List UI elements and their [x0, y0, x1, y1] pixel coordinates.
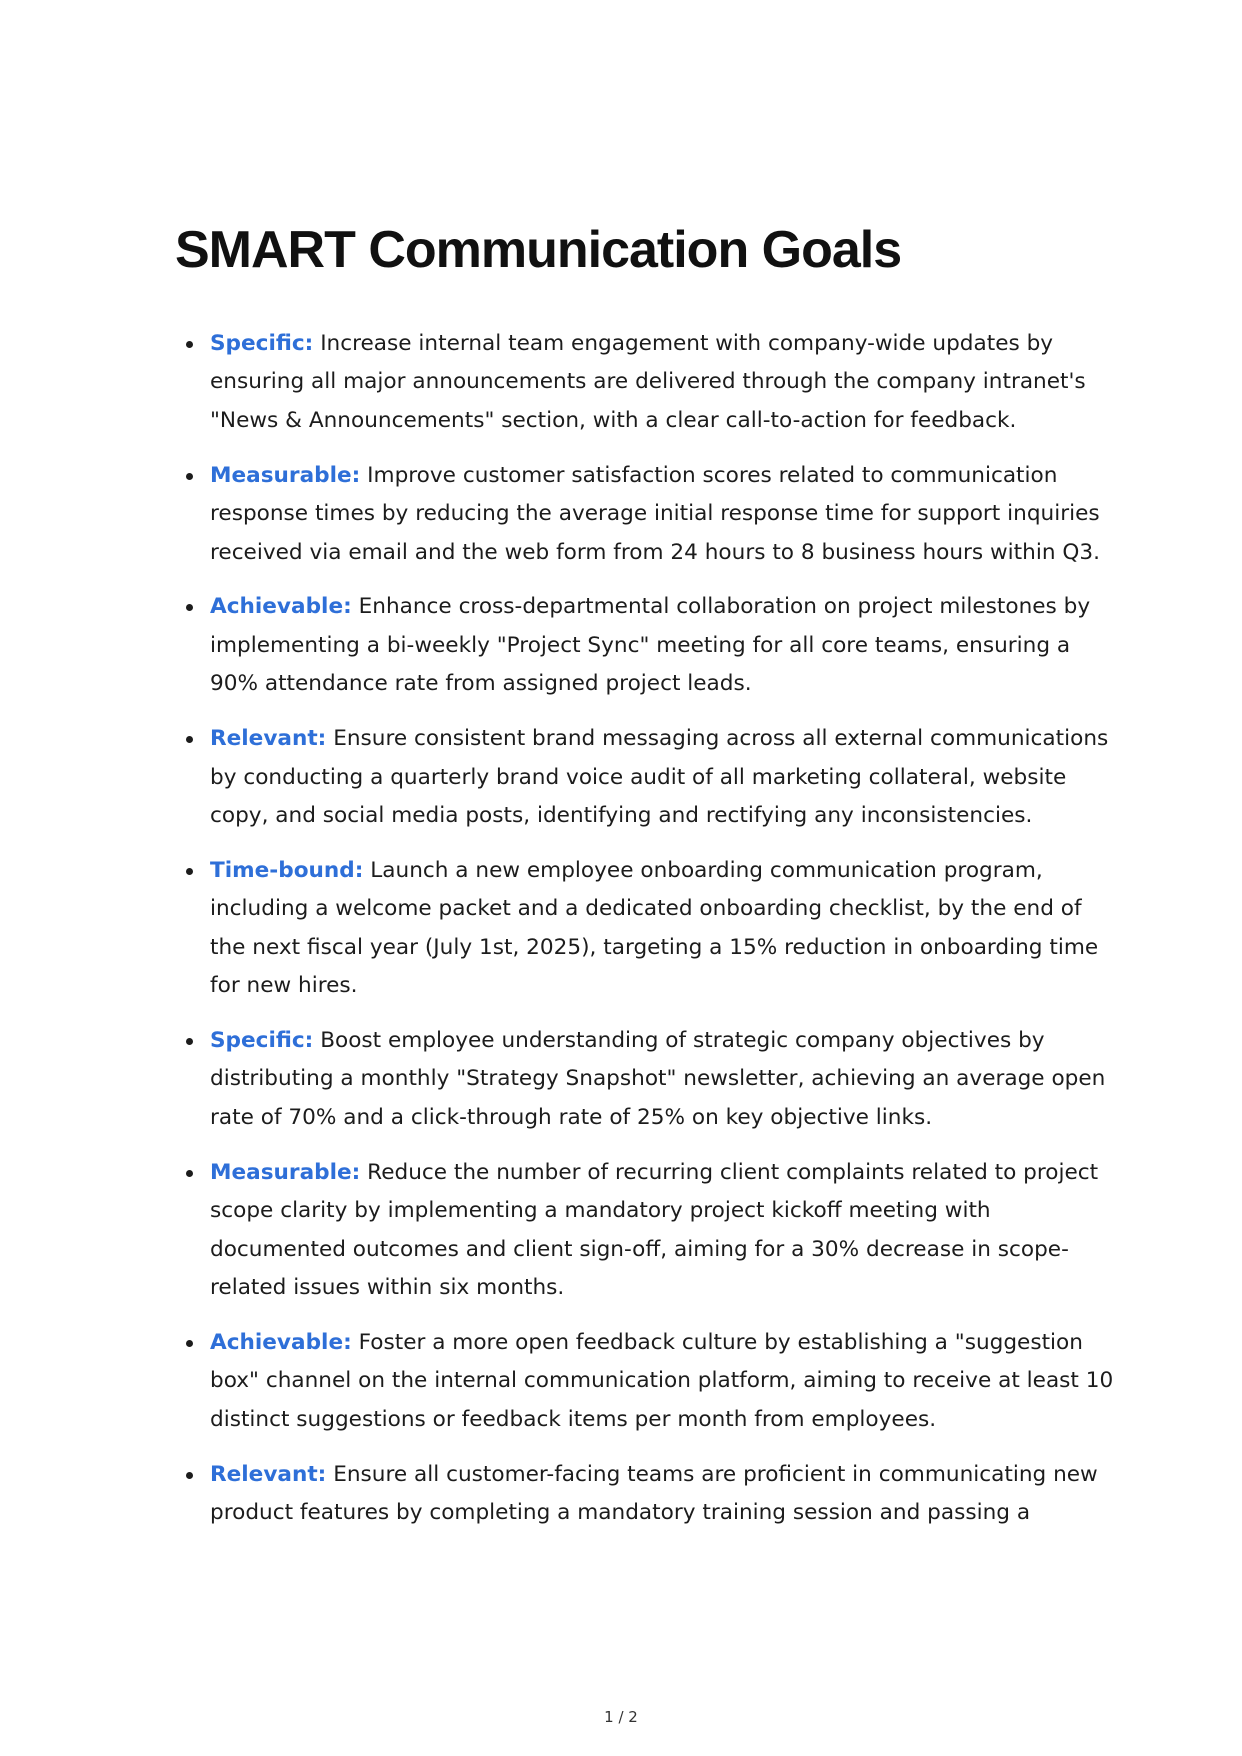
goal-text: Ensure consistent brand messaging across all external communications by conducting a quarterly brand voice audit of all marketing collateral, website copy, and social media posts, identifying and rectifying any inconsistencies.	[210, 726, 1109, 828]
list-item	[210, 1022, 1115, 1137]
goal-text: Increase internal team engagement with company-wide updates by ensuring all major announcements are delivered through the company intranet's "News & Announcements" section, with a clear call-to-action for feedback.	[210, 331, 1086, 433]
goal-label: Measurable:	[210, 1159, 361, 1185]
goals-list	[175, 325, 1115, 1549]
list-item	[210, 1324, 1115, 1439]
page-number: 1 / 2	[604, 1708, 638, 1726]
goal-label: Specific:	[210, 1028, 314, 1053]
goal-text: Enhance cross-departmental collaboration on project milestones by implementing a bi-weekly "Project Sync" meeting for all core teams, ensuring a 90% attendance rate from assigned project leads.	[210, 594, 1091, 697]
goal-text: Improve customer satisfaction scores related to communication response times by reducing the average initial response time for support inquiries received via email and the web form from 24 hours to 8 business hours within Q3.	[210, 462, 1100, 565]
goal-text: Boost employee understanding of strategic company objectives by distributing a monthly "Strategy Snapshot" newsletter, achieving an average open rate of 70% and a click-through rate of 25% on key objective links.	[210, 1028, 1106, 1130]
goal-text: Reduce the number of recurring client complaints related to project scope clarity by implementing a mandatory project kickoff meeting with documented outcomes and client sign-off, aiming for a 30% decrease in scope-related issues within six months.	[210, 1159, 1099, 1300]
list-item	[210, 720, 1115, 835]
goal-label: Relevant:	[210, 726, 327, 752]
goal-text: Launch a new employee onboarding communication program, including a welcome packet and a dedicated onboarding checklist, by the end of the next fiscal year (July 1st, 2025), targeting a 15% reduction in onboarding time for new hires.	[210, 857, 1099, 999]
goal-label: Measurable:	[210, 462, 361, 488]
list-item	[210, 1456, 1115, 1533]
list-item	[210, 325, 1115, 440]
list-item	[210, 1154, 1115, 1308]
goal-label: Time-bound:	[210, 857, 364, 883]
goal-label: Achievable:	[210, 1329, 352, 1355]
list-item	[210, 588, 1115, 703]
goal-text: Ensure all customer-facing teams are proficient in communicating new product features by completing a mandatory training session and passing a	[210, 1461, 1098, 1525]
goal-label: Achievable:	[210, 594, 352, 620]
goal-text: Foster a more open feedback culture by establishing a "suggestion box" channel on the internal communication platform, aiming to receive at least 10 distinct suggestions or feedback items per month from employees.	[210, 1329, 1114, 1432]
goal-label: Specific:	[210, 331, 314, 356]
list-item	[210, 457, 1115, 572]
page-title: SMART Communication Goals	[175, 221, 902, 279]
goal-label: Relevant:	[210, 1461, 327, 1487]
list-item	[210, 852, 1115, 1006]
